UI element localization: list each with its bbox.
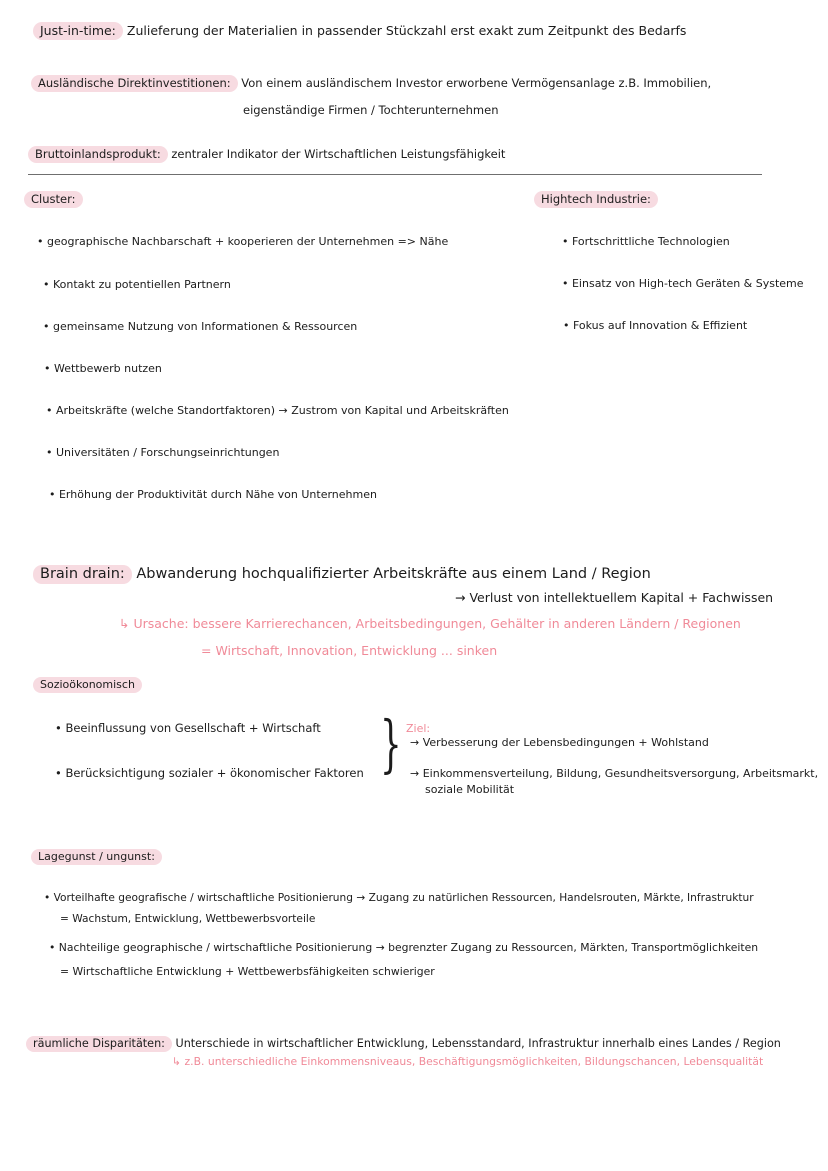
disparitaeten-entry bbox=[33, 1037, 781, 1050]
just-in-time-definition: Zulieferung der Materialien in passender Stückzahl erst exakt zum Zeitpunkt des Bedarfs bbox=[126, 23, 687, 38]
lagegunst-heading: Lagegunst / ungunst: bbox=[38, 850, 162, 863]
goal-item: → Verbesserung der Lebensbedingungen + Wohlstand bbox=[410, 736, 709, 749]
hightech-item: • Fokus auf Innovation & Effizient bbox=[563, 319, 748, 332]
brain-drain-entry bbox=[40, 566, 651, 582]
cluster-item: • Kontakt zu potentiellen Partnern bbox=[43, 278, 231, 291]
goal-item: → Einkommensverteilung, Bildung, Gesundheitsversorgung, Arbeitsmarkt, bbox=[410, 767, 819, 780]
hightech-item: • Einsatz von High-tech Geräten & Systeme bbox=[562, 277, 804, 290]
goal-label: Ziel: bbox=[406, 722, 431, 735]
brain-drain-definition: Abwanderung hochqualifizierter Arbeitskräfte aus einem Land / Region bbox=[136, 566, 651, 582]
fdi-definition-line2: eigenständige Firmen / Tochterunternehmen bbox=[243, 103, 499, 117]
disparitaeten-example: ↳ z.B. unterschiedliche Einkommensniveaus, Beschäftigungsmöglichkeiten, Bildungschancen, Lebensqualität bbox=[172, 1055, 764, 1068]
gdp-term: Bruttoinlandsprodukt: bbox=[28, 146, 168, 163]
fdi-definition-line1: Von einem ausländischem Investor erworbene Vermögensanlage z.B. Immobilien, bbox=[241, 76, 712, 90]
disparitaeten-definition: Unterschiede in wirtschaftlicher Entwicklung, Lebensstandard, Infrastruktur innerhalb eines Landes / Region bbox=[175, 1037, 781, 1050]
brain-drain-term: Brain drain: bbox=[33, 565, 132, 584]
cluster-item: • Wettbewerb nutzen bbox=[44, 362, 162, 375]
cluster-heading: Cluster: bbox=[31, 192, 83, 206]
brain-drain-cause: ↳ Ursache: bessere Karrierechancen, Arbeitsbedingungen, Gehälter in anderen Ländern / Regionen bbox=[119, 616, 741, 631]
cluster-item: • Arbeitskräfte (welche Standortfaktoren) → Zustrom von Kapital und Arbeitskräften bbox=[46, 404, 509, 417]
brain-drain-effect: = Wirtschaft, Innovation, Entwicklung ... sinken bbox=[201, 643, 498, 658]
goal-item-continued: soziale Mobilität bbox=[425, 783, 515, 796]
just-in-time-entry bbox=[40, 23, 686, 38]
curly-brace: } bbox=[380, 707, 402, 780]
soziooekonomisch-heading: Sozioökonomisch bbox=[40, 678, 142, 691]
soziooekonomisch-item: • Berücksichtigung sozialer + ökonomischer Faktoren bbox=[55, 766, 364, 780]
just-in-time-term: Just-in-time: bbox=[33, 22, 123, 40]
cluster-item: • Universitäten / Forschungseinrichtungen bbox=[46, 446, 280, 459]
hightech-heading: Hightech Industrie: bbox=[541, 192, 658, 206]
lagegunst-con: • Nachteilige geographische / wirtschaftliche Positionierung → begrenzter Zugang zu Ressourcen, Märkten, Transportmöglichkeiten bbox=[49, 941, 759, 954]
soziooekonomisch-item: • Beeinflussung von Gesellschaft + Wirtschaft bbox=[55, 721, 321, 735]
brain-drain-consequence: → Verlust von intellektuellem Kapital + Fachwissen bbox=[455, 590, 774, 605]
lagegunst-con-result: = Wirtschaftliche Entwicklung + Wettbewerbsfähigkeiten schwieriger bbox=[60, 965, 435, 978]
cluster-item: • geographische Nachbarschaft + kooperieren der Unternehmen => Nähe bbox=[37, 235, 449, 248]
cluster-item: • Erhöhung der Produktivität durch Nähe von Unternehmen bbox=[49, 488, 377, 501]
fdi-term: Ausländische Direktinvestitionen: bbox=[31, 75, 238, 92]
fdi-entry bbox=[38, 76, 711, 90]
lagegunst-pro-result: = Wachstum, Entwicklung, Wettbewerbsvorteile bbox=[60, 913, 316, 925]
disparitaeten-term: räumliche Disparitäten: bbox=[26, 1036, 172, 1052]
gdp-definition: zentraler Indikator der Wirtschaftlichen Leistungsfähigkeit bbox=[171, 147, 506, 161]
gdp-entry bbox=[35, 147, 505, 161]
hightech-item: • Fortschrittliche Technologien bbox=[562, 235, 730, 248]
cluster-item: • gemeinsame Nutzung von Informationen & Ressourcen bbox=[43, 320, 358, 333]
lagegunst-pro: • Vorteilhafte geografische / wirtschaftliche Positionierung → Zugang zu natürlichen Ressourcen, Handelsrouten, Märkte, Infrastruktur bbox=[44, 892, 754, 904]
section-divider bbox=[28, 174, 762, 175]
